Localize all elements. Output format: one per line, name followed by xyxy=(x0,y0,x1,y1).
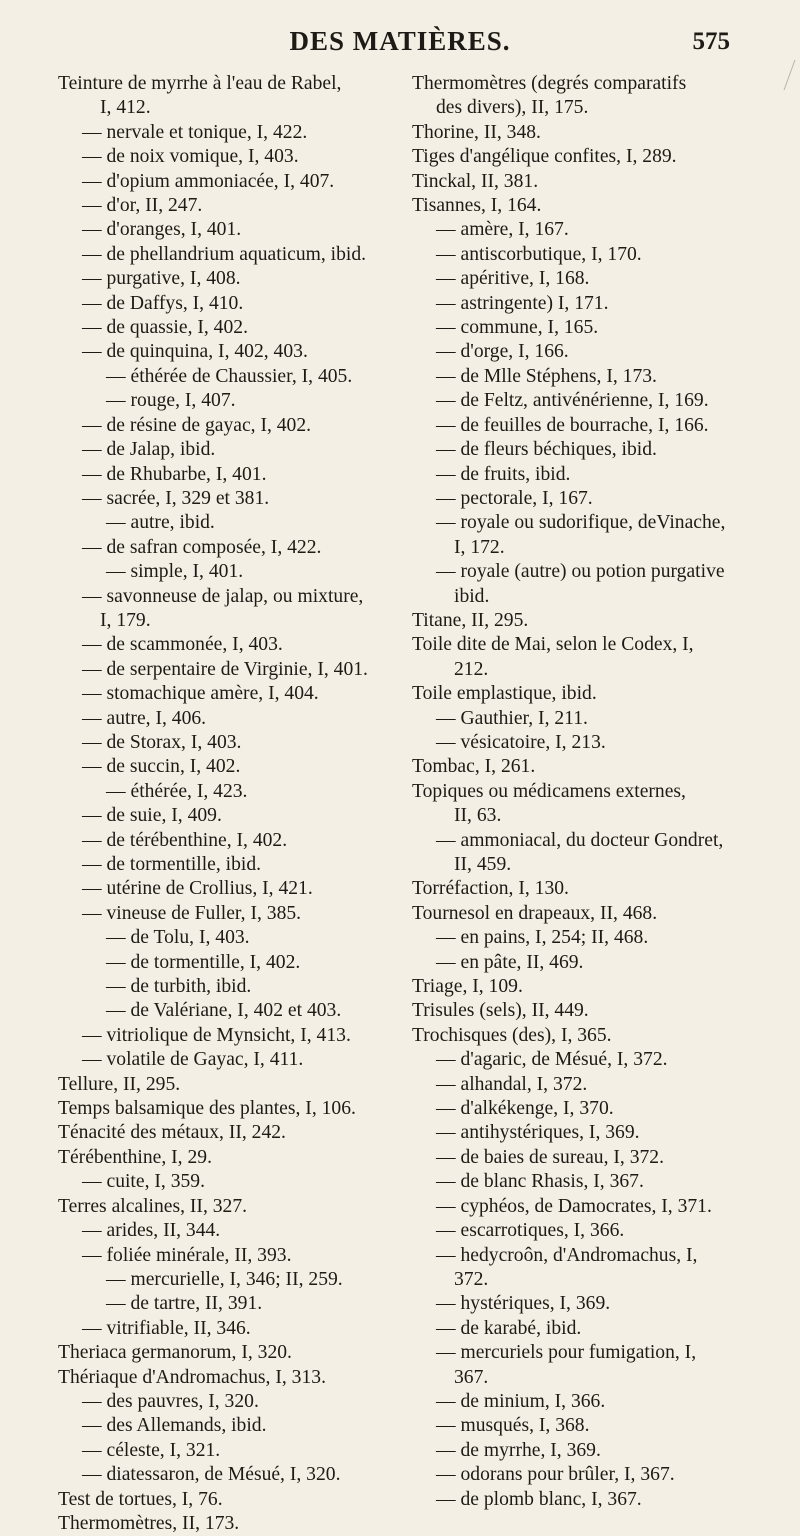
index-entry: — de suie, I, 409. xyxy=(82,805,222,827)
running-title: DES MATIÈRES. xyxy=(289,26,511,56)
index-entry: Ténacité des métaux, II, 242. xyxy=(58,1122,286,1144)
index-entry: — des Allemands, ibid. xyxy=(82,1415,267,1437)
index-entry: — de serpentaire de Virginie, I, 401. xyxy=(82,658,368,680)
index-entry: — d'agaric, de Mésué, I, 372. xyxy=(436,1049,668,1071)
index-entry: — éthérée de Chaussier, I, 405. xyxy=(106,365,353,387)
index-entry: — antihystériques, I, 369. xyxy=(436,1122,640,1144)
index-entry: — arides, II, 344. xyxy=(82,1220,221,1242)
index-entry: Teinture de myrrhe à l'eau de Rabel, xyxy=(58,73,342,94)
index-entry: I, 172. xyxy=(454,536,505,558)
index-entry: 372. xyxy=(454,1268,489,1290)
index-entry: — vitrifiable, II, 346. xyxy=(82,1317,251,1339)
index-entry: — de myrrhe, I, 369. xyxy=(436,1439,601,1461)
index-entry: — de Feltz, antivénérienne, I, 169. xyxy=(436,390,709,412)
index-entry: — de quinquina, I, 402, 403. xyxy=(82,341,308,363)
index-entry: — royale (autre) ou potion purgative xyxy=(436,561,725,583)
index-entry: — stomachique amère, I, 404. xyxy=(82,683,319,705)
index-entry: — volatile de Gayac, I, 411. xyxy=(82,1049,304,1071)
index-entry: — astringente) I, 171. xyxy=(436,292,609,314)
index-entry: — antiscorbutique, I, 170. xyxy=(436,243,642,265)
index-entry: Tournesol en drapeaux, II, 468. xyxy=(412,902,658,924)
index-entry: — de feuilles de bourrache, I, 166. xyxy=(436,414,709,436)
index-entry: — de safran composée, I, 422. xyxy=(82,536,322,558)
index-entry: — d'opium ammoniacée, I, 407. xyxy=(82,170,335,192)
index-entry: — éthérée, I, 423. xyxy=(106,780,248,802)
index-entry: Test de tortues, I, 76. xyxy=(58,1488,223,1510)
index-entry: — escarrotiques, I, 366. xyxy=(436,1220,625,1242)
index-entry: — d'or, II, 247. xyxy=(82,195,203,217)
index-entry: — de minium, I, 366. xyxy=(436,1390,606,1412)
index-entry: — odorans pour brûler, I, 367. xyxy=(436,1464,675,1486)
index-entry: Titane, II, 295. xyxy=(412,609,529,631)
index-entry: — nervale et tonique, I, 422. xyxy=(82,121,308,143)
index-entry: — de Rhubarbe, I, 401. xyxy=(82,463,267,485)
index-entry: — mercuriels pour fumigation, I, xyxy=(436,1342,697,1364)
index-entry: Torréfaction, I, 130. xyxy=(412,878,569,900)
index-entry: — rouge, I, 407. xyxy=(106,390,236,412)
index-entry: — cuite, I, 359. xyxy=(82,1171,205,1193)
index-entry: — des pauvres, I, 320. xyxy=(82,1390,259,1412)
index-entry: — vitriolique de Mynsicht, I, 413. xyxy=(82,1024,351,1046)
page-number: 575 xyxy=(692,28,730,55)
index-entry: — d'alkékenge, I, 370. xyxy=(436,1098,614,1120)
index-entry: — de phellandrium aquaticum, ibid. xyxy=(82,243,367,265)
index-entry: — d'oranges, I, 401. xyxy=(82,219,242,241)
index-entry: Toile emplastique, ibid. xyxy=(412,683,597,705)
index-entry: — de baies de sureau, I, 372. xyxy=(436,1146,664,1168)
index-entry: — foliée minérale, II, 393. xyxy=(82,1244,292,1266)
index-entry: Térébenthine, I, 29. xyxy=(58,1146,212,1168)
index-entry: I, 179. xyxy=(100,609,151,631)
index-entry: — de tormentille, ibid. xyxy=(82,854,262,875)
index-entry: Temps balsamique des plantes, I, 106. xyxy=(58,1098,356,1120)
index-entry: — savonneuse de jalap, ou mixture, xyxy=(82,585,364,607)
index-entry: — hystériques, I, 369. xyxy=(436,1293,611,1315)
index-entry: Thermomètres (degrés comparatifs xyxy=(412,73,687,94)
index-entry: — autre, ibid. xyxy=(106,512,215,534)
index-entry: — simple, I, 401. xyxy=(106,561,244,583)
index-entry: Tellure, II, 295. xyxy=(58,1073,181,1095)
index-entry: — de Mlle Stéphens, I, 173. xyxy=(436,365,657,387)
index-entry: — de turbith, ibid. xyxy=(106,976,252,998)
index-entry: — amère, I, 167. xyxy=(436,219,569,241)
index-entry: Theriaca germanorum, I, 320. xyxy=(58,1342,292,1364)
index-entry: Tinckal, II, 381. xyxy=(412,170,539,192)
index-entry: — autre, I, 406. xyxy=(82,707,207,729)
index-column-left xyxy=(58,72,408,1536)
index-entry: Tisannes, I, 164. xyxy=(412,195,542,217)
index-entry: — de Tolu, I, 403. xyxy=(106,927,250,949)
index-entry: — de fruits, ibid. xyxy=(436,463,571,485)
index-entry: — de résine de gayac, I, 402. xyxy=(82,414,312,436)
index-entry: — de Jalap, ibid. xyxy=(82,439,216,461)
index-entry: — purgative, I, 408. xyxy=(82,268,241,290)
page-header xyxy=(0,26,800,66)
index-entry: — de blanc Rhasis, I, 367. xyxy=(436,1171,644,1193)
index-entry: — cyphéos, de Damocrates, I, 371. xyxy=(436,1195,712,1217)
index-entry: — de quassie, I, 402. xyxy=(82,317,248,339)
index-entry: des divers), II, 175. xyxy=(436,97,589,119)
index-entry: — de Daffys, I, 410. xyxy=(82,292,244,314)
index-entry: Tiges d'angélique confites, I, 289. xyxy=(412,146,677,168)
index-entry: — pectorale, I, 167. xyxy=(436,487,593,509)
index-entry: 212. xyxy=(454,658,489,680)
index-entry: Toile dite de Mai, selon le Codex, I, xyxy=(412,634,694,656)
index-entry: II, 63. xyxy=(454,805,502,827)
index-entry: Trisules (sels), II, 449. xyxy=(412,1000,589,1022)
index-entry: — céleste, I, 321. xyxy=(82,1439,221,1461)
index-entry: — vineuse de Fuller, I, 385. xyxy=(82,902,302,924)
index-entry: — Gauthier, I, 211. xyxy=(436,707,588,729)
index-entry: — de fleurs béchiques, ibid. xyxy=(436,439,657,461)
index-entry: — hedycroôn, d'Andromachus, I, xyxy=(436,1244,698,1266)
index-entry: — en pains, I, 254; II, 468. xyxy=(436,927,649,949)
index-entry: — sacrée, I, 329 et 381. xyxy=(82,487,270,509)
index-entry: — alhandal, I, 372. xyxy=(436,1073,588,1095)
index-entry: — de tormentille, I, 402. xyxy=(106,951,301,973)
index-entry: — de noix vomique, I, 403. xyxy=(82,146,299,168)
index-entry: — de Valériane, I, 402 et 403. xyxy=(106,1000,342,1022)
index-entry: — de térébenthine, I, 402. xyxy=(82,829,288,851)
index-entry: — commune, I, 165. xyxy=(436,317,599,339)
index-entry: — mercurielle, I, 346; II, 259. xyxy=(106,1268,343,1290)
index-entry: — apéritive, I, 168. xyxy=(436,268,590,290)
index-entry: — en pâte, II, 469. xyxy=(436,951,584,973)
index-entry: — ammoniacal, du docteur Gondret, xyxy=(436,829,724,851)
index-entry: — vésicatoire, I, 213. xyxy=(436,731,606,753)
index-entry: — de succin, I, 402. xyxy=(82,756,241,778)
index-entry: Tombac, I, 261. xyxy=(412,756,536,778)
index-entry: — d'orge, I, 166. xyxy=(436,341,569,363)
index-entry: Thorine, II, 348. xyxy=(412,121,541,143)
index-entry: — musqués, I, 368. xyxy=(436,1415,590,1437)
index-entry: — utérine de Crollius, I, 421. xyxy=(82,878,313,900)
index-entry: Trochisques (des), I, 365. xyxy=(412,1024,612,1046)
index-entry: II, 459. xyxy=(454,854,512,875)
index-entry: Terres alcalines, II, 327. xyxy=(58,1195,248,1217)
index-column-right xyxy=(412,72,787,1512)
index-entry: ibid. xyxy=(454,585,490,607)
index-entry: — royale ou sudorifique, deVinache, xyxy=(436,512,726,534)
index-entry: — de plomb blanc, I, 367. xyxy=(436,1488,642,1510)
index-entry: 367. xyxy=(454,1366,489,1388)
index-entry: — de tartre, II, 391. xyxy=(106,1293,263,1315)
index-entry: — diatessaron, de Mésué, I, 320. xyxy=(82,1464,341,1486)
index-entry: — de scammonée, I, 403. xyxy=(82,634,283,656)
index-entry: Thériaque d'Andromachus, I, 313. xyxy=(58,1366,326,1388)
index-entry: — de karabé, ibid. xyxy=(436,1317,582,1339)
index-entry: I, 412. xyxy=(100,97,151,119)
index-entry: Thermomètres, II, 173. xyxy=(58,1512,240,1534)
index-entry: Triage, I, 109. xyxy=(412,976,523,998)
index-entry: — de Storax, I, 403. xyxy=(82,731,242,753)
index-entry: Topiques ou médicamens externes, xyxy=(412,780,686,802)
